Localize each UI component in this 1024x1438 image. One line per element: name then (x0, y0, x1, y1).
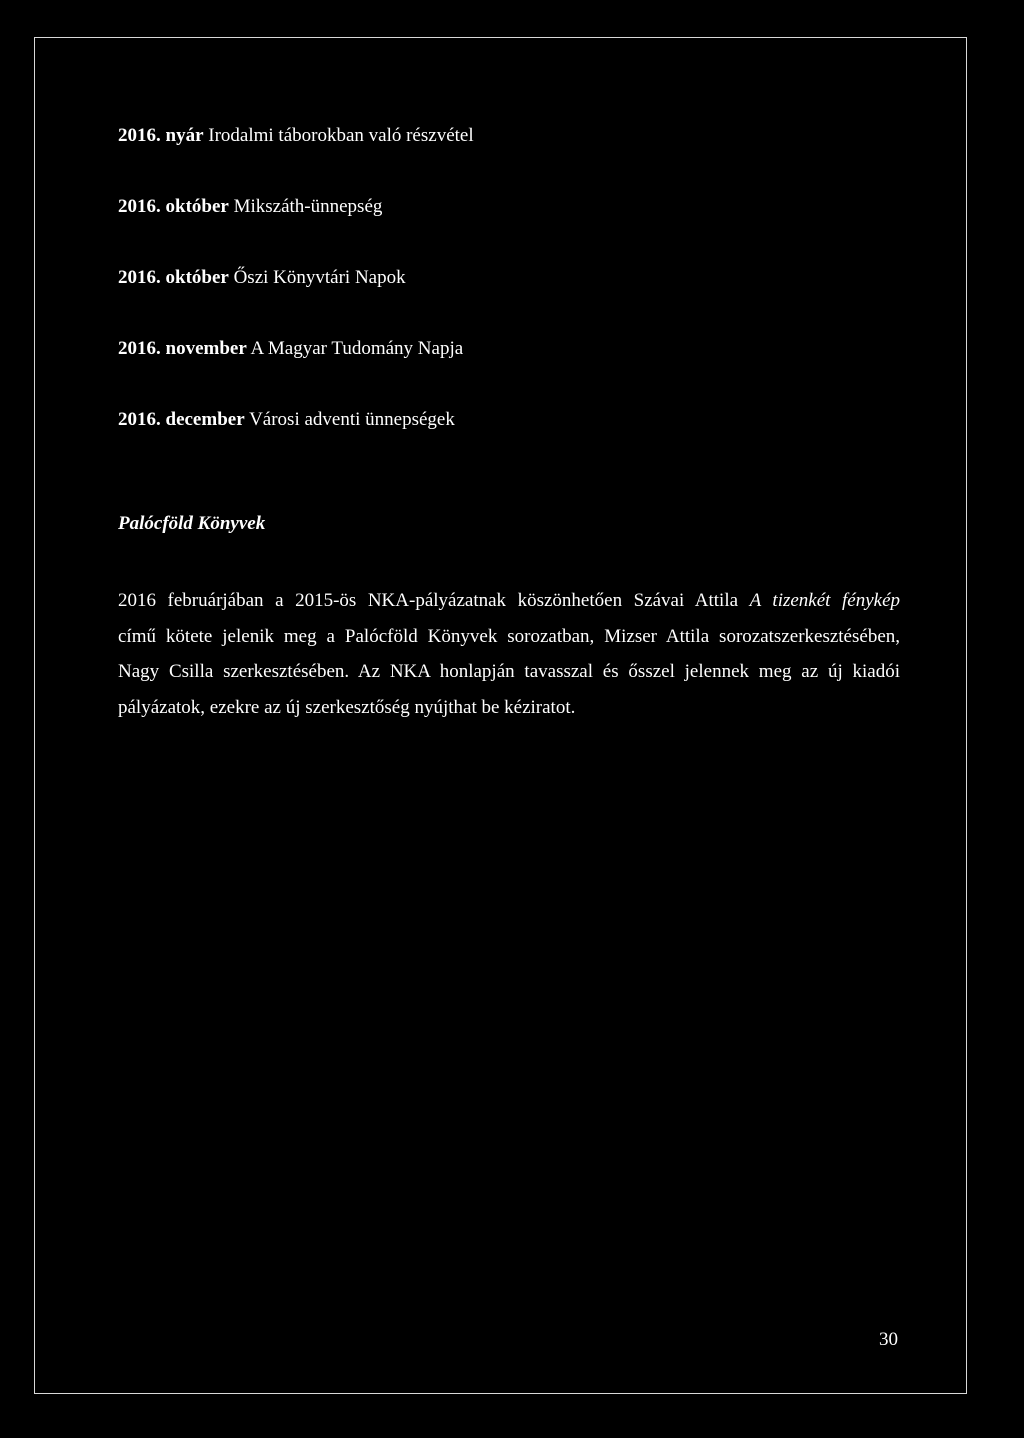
event-title: A Magyar Tudomány Napja (250, 338, 464, 359)
paragraph-line: pályázatok, ezekre az új szerkesztőség nyújthat be kéziratot. (118, 696, 576, 718)
section-heading: Palócföld Könyvek (118, 513, 266, 534)
event-item (118, 124, 474, 148)
paragraph-text: 2016 februárjában a 2015-ös NKA-pályázatnak köszönhetően Szávai Attila (118, 590, 739, 611)
event-item (118, 408, 455, 432)
paragraph-line (118, 583, 900, 619)
event-date: 2016. november (118, 338, 247, 359)
event-item (118, 195, 382, 219)
event-title: Őszi Könyvtári Napok (233, 267, 406, 288)
event-date: 2016. október (118, 267, 229, 288)
event-item (118, 337, 463, 361)
section-paragraph (118, 583, 900, 725)
page-number: 30 (879, 1329, 898, 1350)
event-title: Mikszáth-ünnepség (233, 196, 383, 217)
book-title: A tizenkét fénykép (749, 590, 901, 611)
event-date: 2016. október (118, 196, 229, 217)
paragraph-line: című kötete jelenik meg a Palócföld Könyvek sorozatban, Mizser Attila sorozatszerkesztésében, (118, 625, 900, 647)
event-title: Városi adventi ünnepségek (249, 409, 455, 430)
event-item (118, 266, 406, 290)
paragraph-line: Nagy Csilla szerkesztésében. Az NKA honlapján tavasszal és ősszel jelennek meg az új kiadói (118, 661, 900, 682)
event-date: 2016. december (118, 409, 245, 430)
event-date: 2016. nyár (118, 125, 204, 146)
event-title: Irodalmi táborokban való részvétel (208, 125, 474, 146)
